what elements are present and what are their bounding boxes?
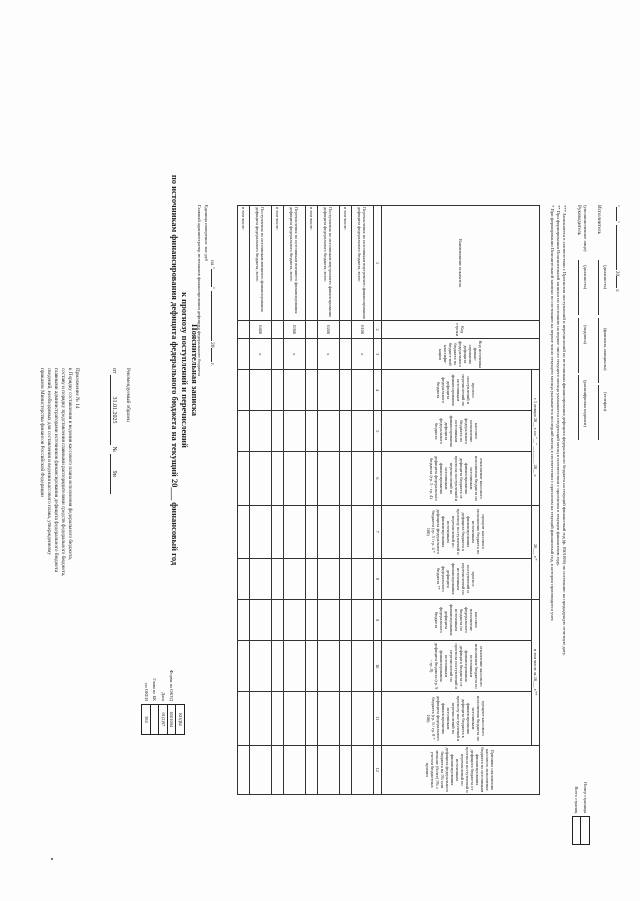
table-row: Поступления по источникам внутреннего финансирования дефицита федерального бюджета, всего 0200 x xyxy=(318,206,340,795)
total-pages-cell[interactable] xyxy=(573,817,582,845)
cell-input[interactable] xyxy=(306,745,318,794)
cell-input[interactable] xyxy=(272,599,284,640)
cell-input[interactable] xyxy=(352,370,374,411)
cell-input[interactable] xyxy=(238,411,250,452)
phone-caption: (телефон) xyxy=(603,392,608,412)
sample-note: Рекомендуемый образец xyxy=(125,368,131,422)
cell-input[interactable] xyxy=(318,558,340,599)
cell-input[interactable] xyxy=(250,452,272,505)
footnote-2: ** При формировании Пояснительной записки по состоянию на первое число текущего месяца указывается следующий месяц в соответствии с прогнозом в текущем финансовом году. xyxy=(556,205,561,566)
cell-input[interactable] xyxy=(340,505,352,558)
code-okud: 0501094 xyxy=(168,704,177,734)
cell-input[interactable] xyxy=(284,745,306,794)
cell-input[interactable] xyxy=(306,370,318,411)
cell-input[interactable] xyxy=(318,370,340,411)
cell-input[interactable] xyxy=(352,599,374,640)
cell-input[interactable] xyxy=(318,505,340,558)
col7-header: процент кассового исполнения бюджета по источникам финансирования дефицита бюджета к прогнозу поступлений и перечислений по источникам финансирования дефицита федерального бюджета (гр. 5 / гр. 4 * 100) xyxy=(382,505,532,558)
col-src-header: Код источника финан-сирования дефицита федерального бюджета по бюджет-ной классифи-кации xyxy=(382,339,540,370)
cell-input[interactable] xyxy=(318,640,340,691)
order-number: 9н xyxy=(110,454,117,494)
admin-label: Главный администратор источников финансирования дефицита федерального бюджета xyxy=(197,205,202,377)
codes-box: КОДЫ Форма по ОКУД 0501094 Дата 01(2)97 Глава по БК по ОКЕИ 384 xyxy=(142,668,186,735)
code-glava xyxy=(151,704,160,734)
cell-input[interactable] xyxy=(352,745,374,794)
group3-header: в том числе за 20___ г.** xyxy=(532,599,540,745)
cell-input[interactable] xyxy=(250,692,272,745)
cell-input[interactable] xyxy=(272,558,284,599)
cell-input[interactable] xyxy=(340,692,352,745)
main-table xyxy=(237,205,540,795)
cell-input[interactable] xyxy=(306,505,318,558)
title-line-3: по источникам финансирования дефицита федерального бюджета на текущий 20___ финансовый год xyxy=(170,174,180,566)
column-numbers-row: 1 2 3 4 5 6 7 8 9 10 11 12 xyxy=(374,206,382,795)
table-row: Поступления по источникам внешнего финансирования дефицита федерального бюджета, всего 0400 x xyxy=(250,206,272,795)
cell-input[interactable] xyxy=(306,558,318,599)
col4-header: прогноз поступлений и перечислений по источникам финансирования дефицита федерального бюджета xyxy=(382,370,532,411)
cell-input[interactable] xyxy=(306,599,318,640)
appendix-line-1: Приложение № 14 xyxy=(74,368,80,409)
cell-input[interactable] xyxy=(318,411,340,452)
table-row: Перечисления по источникам внешнего финансирования дефицита федерального бюджета, всего 0300 x xyxy=(284,206,306,795)
cell-input[interactable] xyxy=(306,411,318,452)
title-line-2: к прогнозу поступлений и перечислений xyxy=(180,292,190,448)
cell-input[interactable] xyxy=(238,558,250,599)
cell-input[interactable] xyxy=(306,692,318,745)
footnote-3: *** Заполняется в соответствии с Прогнозом поступлений и перечислений по источникам финансирования дефицита федерального бюджета на текущий финансовый год (ф. 0501086) по состоянию на предыдущую отчетную дату. xyxy=(562,205,567,656)
cell-input[interactable] xyxy=(340,640,352,691)
table-row: в том числе: xyxy=(272,206,284,795)
cell-input[interactable] xyxy=(272,692,284,745)
cell-input[interactable] xyxy=(238,599,250,640)
col8-header: прогноз поступлений и перечислений по источникам финансирования дефицита федерального бюджета ** xyxy=(382,558,532,599)
group2-header: 20___ г.* xyxy=(532,505,540,599)
cell-input[interactable] xyxy=(352,558,374,599)
cell-input[interactable] xyxy=(340,452,352,505)
cell-input[interactable] xyxy=(284,599,306,640)
cell-input[interactable] xyxy=(318,745,340,794)
cell-input[interactable] xyxy=(238,745,250,794)
cell-input[interactable] xyxy=(284,370,306,411)
head-label: Руководитель xyxy=(576,205,582,236)
cell-input[interactable] xyxy=(352,411,374,452)
sig-caption: (подпись) xyxy=(583,325,588,345)
head-sub-label: (уполномоченное лицо) xyxy=(583,205,588,252)
cell-input[interactable] xyxy=(272,411,284,452)
date-line: на "" 20 г. xyxy=(209,260,215,366)
cell-input[interactable] xyxy=(284,411,306,452)
cell-input[interactable] xyxy=(284,692,306,745)
exec-label: Исполнитель xyxy=(596,205,602,235)
col5-header: кассовое исполнение федерального бюджета по источникам финансирования дефицита федерального бюджета xyxy=(382,411,532,452)
col9-header: кассовое исполнение федерального бюджета по источникам финансирования дефицита федерального бюджета xyxy=(382,599,532,640)
cell-input[interactable] xyxy=(284,452,306,505)
table-row: Перечисления по источникам внутреннего финансирования дефицита федерального бюджета, всего 0100 x xyxy=(352,206,374,795)
cell-input[interactable] xyxy=(340,745,352,794)
order-date: 31.01.2025 xyxy=(110,375,117,445)
appendix-line-4: главными администраторами источников финансирования дефицита федерального бюджета xyxy=(53,368,59,573)
cell-input[interactable] xyxy=(352,640,374,691)
cell-input[interactable] xyxy=(250,599,272,640)
codes-header: КОДЫ xyxy=(176,704,185,734)
page-info-box: Номер страницы Всего страниц xyxy=(572,780,590,845)
appendix-line-2: к Порядку составления и ведения кассового плана исполнения федерального бюджета, xyxy=(67,368,73,560)
cell-input[interactable] xyxy=(340,558,352,599)
cell-input[interactable] xyxy=(340,370,352,411)
cell-input[interactable] xyxy=(238,692,250,745)
cell-input[interactable] xyxy=(318,599,340,640)
cell-input[interactable] xyxy=(318,692,340,745)
footnote-1: * При формировании Пояснительной записки по состоянию на первое число текущего месяца указывается последний месяц в соответствии с прогнозом на текущий финансовый год, в котором производится учет. xyxy=(550,205,555,622)
col-name-header: Наименование показателя xyxy=(382,206,540,321)
cell-input[interactable] xyxy=(352,505,374,558)
unit-label: Единица измерения: тыс руб xyxy=(204,205,209,262)
cell-input[interactable] xyxy=(238,452,250,505)
cell-input[interactable] xyxy=(284,505,306,558)
cell-input[interactable] xyxy=(272,640,284,691)
title-line-1: Пояснительная записка xyxy=(190,323,200,417)
table-row: в том числе: xyxy=(306,206,318,795)
code-date: 01(2)97 xyxy=(159,704,168,734)
appendix-line-5: сведений, необходимых для составления и ведения кассового плана, утвержденному xyxy=(46,368,52,555)
appendix-date: от 31.01.2025 № 9н xyxy=(110,368,117,494)
col12-header: Причины отклонения кассового исполнения бюджета по источникам финансирования дефицита бюджета от прогноза поступлений и перечислений по источникам финансирования дефицита федерального бюджета на 5% или меньше (более) 5% с учетом бюджетных причин xyxy=(382,745,540,794)
appendix-line-3: составу и порядку представления главными распорядителями средств федерального бюджета, xyxy=(60,368,66,577)
cell-input[interactable] xyxy=(250,640,272,691)
code-okei: 384 xyxy=(142,704,151,734)
cell-input[interactable] xyxy=(306,640,318,691)
cell-input[interactable] xyxy=(352,692,374,745)
cell-input[interactable] xyxy=(284,558,306,599)
cell-input[interactable] xyxy=(272,452,284,505)
dec-caption: (расшифровка подписи) xyxy=(583,380,588,427)
fio-caption: (фамилия, инициалы) xyxy=(603,328,608,371)
head-fields xyxy=(576,260,582,440)
cell-input[interactable] xyxy=(284,640,306,691)
cell-input[interactable] xyxy=(272,745,284,794)
cell-input[interactable] xyxy=(238,505,250,558)
exec-fields xyxy=(596,260,602,440)
cell-input[interactable] xyxy=(250,370,272,411)
sign-date: "" 20 г. xyxy=(614,205,620,293)
cell-input[interactable] xyxy=(352,452,374,505)
pos-caption: (должность) xyxy=(583,265,588,290)
col6-header: отклонение кассового исполнения бюджета по источникам финансирования дефицита бюджета от прогноза поступлений и перечислений по источникам финансирования дефицита федерального бюджета (гр. 5 - гр. 4) xyxy=(382,452,532,505)
col10-header: отклонение кассового исполнения бюджета по источникам финансирования дефицита бюджета от прогноза поступлений и перечислений по источникам финансирования дефицита бюджета (гр. 9 - гр. 8) xyxy=(382,640,532,691)
cell-input[interactable] xyxy=(238,640,250,691)
cell-input[interactable] xyxy=(340,599,352,640)
cell-input[interactable] xyxy=(318,452,340,505)
table-row: в том числе: xyxy=(340,206,352,795)
cell-input[interactable] xyxy=(250,745,272,794)
cell-input[interactable] xyxy=(306,452,318,505)
table-row: в том числе: xyxy=(238,206,250,795)
cell-input[interactable] xyxy=(272,370,284,411)
cell-input[interactable] xyxy=(250,558,272,599)
pos2-caption: (должность) xyxy=(603,265,608,290)
col-code-header: Код строки xyxy=(382,320,540,338)
cell-input[interactable] xyxy=(238,370,250,411)
cell-input[interactable] xyxy=(250,411,272,452)
cell-input[interactable] xyxy=(250,505,272,558)
group1-header: с 1 января 20__ г. по "__" ________ 20__ г. xyxy=(532,370,540,505)
col11-header: процент кассового исполнения бюджета по источникам финансирования дефицита бюджета к прогнозу поступлений и перечислений по источникам финансирования дефицита федерального бюджета (гр. 9 / гр. 8 * 100) xyxy=(382,692,532,745)
cell-input[interactable] xyxy=(340,411,352,452)
cell-input[interactable] xyxy=(272,505,284,558)
appendix-line-6: приказом Министерства финансов Российской Федерации xyxy=(39,368,45,497)
page-number-cell[interactable] xyxy=(581,817,590,845)
